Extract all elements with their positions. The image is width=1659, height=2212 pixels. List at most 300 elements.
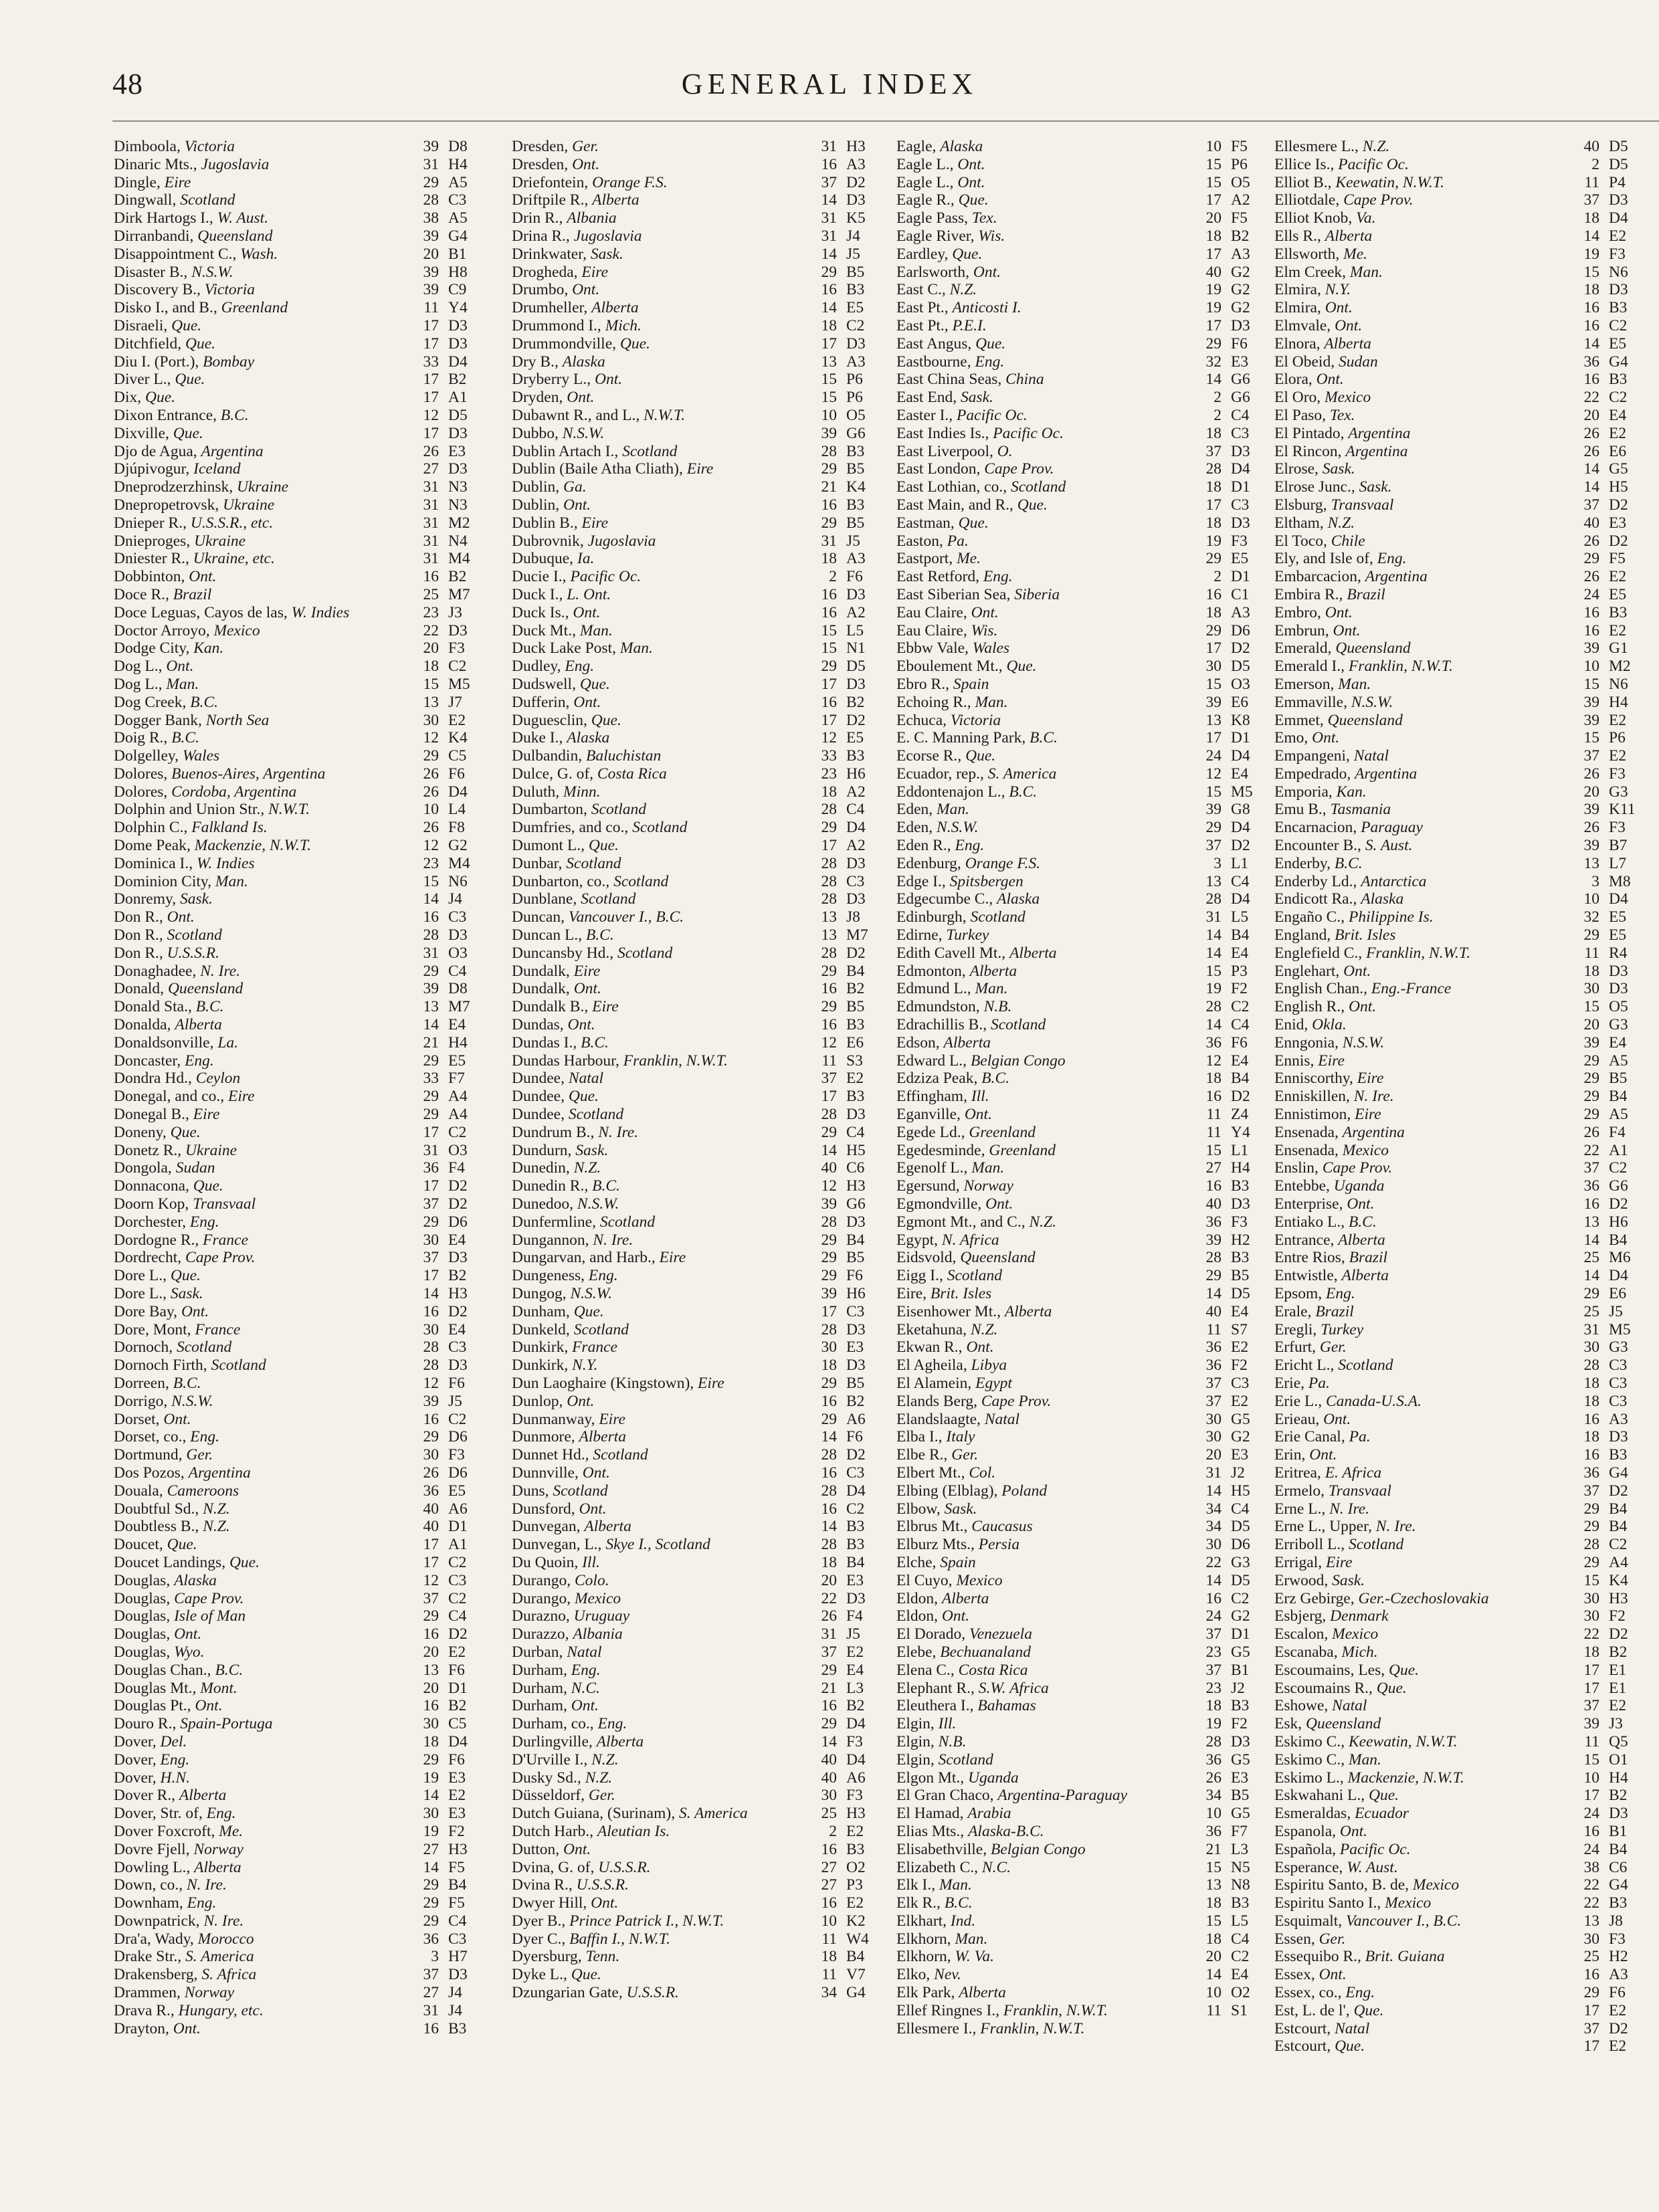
region-name: Que. (579, 675, 610, 693)
index-entry (114, 335, 488, 353)
place-name: Dniester R., (114, 550, 193, 568)
index-entry (896, 1464, 1271, 1482)
map-page: 13 (1583, 854, 1599, 872)
region-name: S. Africa (201, 1966, 257, 1984)
index-entry (896, 837, 1271, 855)
region-name: Canada-U.S.A. (1326, 1392, 1422, 1410)
grid-reference: S1 (1231, 2001, 1248, 2019)
map-page: 31 (423, 550, 439, 568)
index-entry (896, 1142, 1271, 1160)
region-name: Eire (1355, 1106, 1381, 1124)
grid-reference: B3 (846, 747, 865, 765)
index-entry (1274, 837, 1649, 855)
map-page: 2 (1591, 155, 1599, 173)
region-name: Del. (160, 1732, 187, 1750)
index-entry (1274, 676, 1649, 694)
index-entry (896, 1769, 1271, 1787)
entry-name (896, 353, 1192, 371)
grid-reference: F2 (448, 1822, 465, 1840)
place-name: Enid, (1274, 1016, 1312, 1034)
index-entry (512, 1411, 886, 1429)
grid-reference: C4 (1231, 1500, 1250, 1518)
region-name: Scotland (599, 1213, 656, 1231)
region-name: Chile (1331, 532, 1365, 550)
index-entry (896, 209, 1271, 227)
region-name: Tasmania (1330, 801, 1391, 819)
map-page: 17 (1205, 245, 1222, 263)
index-entry (114, 1482, 488, 1500)
entry-name (512, 443, 807, 461)
entry-name (512, 622, 807, 640)
entry-name (1274, 2037, 1570, 2055)
place-name: Dungeness, (512, 1267, 589, 1285)
grid-reference: B3 (846, 442, 865, 460)
map-page: 28 (821, 890, 837, 908)
place-name: Driftpile R., (512, 191, 593, 209)
place-name: Dongola, (114, 1159, 176, 1177)
map-page: 26 (1583, 765, 1599, 783)
place-name: Douglas, (114, 1571, 175, 1589)
index-entry (114, 1124, 488, 1142)
grid-reference: D3 (448, 926, 468, 944)
map-page: 39 (1583, 837, 1599, 855)
entry-name (512, 281, 807, 299)
index-entry (1274, 2037, 1649, 2055)
grid-reference: C2 (1609, 1536, 1628, 1554)
index-entry (512, 1948, 886, 1966)
map-page: 40 (1583, 138, 1599, 155)
region-name: Argentina (201, 442, 264, 460)
map-page: 28 (821, 854, 837, 872)
index-entry (512, 496, 886, 514)
index-entry (114, 1375, 488, 1393)
index-entry (512, 1393, 886, 1411)
place-name: Dorreen, (114, 1374, 173, 1392)
place-name: Dover, (114, 1769, 161, 1787)
place-name: Dog Creek, (114, 693, 191, 711)
region-name: Ont. (195, 1697, 223, 1715)
map-page: 17 (1205, 316, 1222, 334)
map-page: 25 (1583, 1948, 1599, 1966)
grid-reference: Z4 (1231, 1106, 1249, 1124)
grid-reference: M4 (448, 550, 470, 568)
grid-reference: E2 (448, 711, 466, 729)
entry-name (1274, 1966, 1570, 1984)
map-page: 18 (1205, 1070, 1222, 1088)
region-name: Ont. (1325, 299, 1353, 317)
entry-name (512, 747, 807, 765)
entry-name (896, 1428, 1192, 1446)
map-page: 13 (821, 908, 837, 926)
index-entry (896, 658, 1271, 676)
map-page: 31 (821, 209, 837, 227)
grid-reference: B3 (846, 1518, 865, 1536)
index-entry (896, 568, 1271, 586)
grid-reference: E5 (448, 1051, 466, 1070)
grid-reference: F3 (448, 639, 465, 658)
entry-name (896, 1912, 1192, 1930)
region-name: Sudan (1338, 353, 1378, 371)
place-name: East China Seas, (896, 371, 1006, 389)
entry-name (114, 1428, 409, 1446)
map-page: 25 (1583, 1249, 1599, 1267)
place-name: Durham, co., (512, 1715, 598, 1733)
map-page: 14 (821, 1518, 837, 1536)
grid-reference: D5 (846, 658, 866, 676)
map-page: 29 (423, 1051, 439, 1070)
region-name: Franklin, N.W.T. (980, 2019, 1085, 2037)
entry-name (512, 926, 807, 944)
index-entry (1274, 1518, 1649, 1536)
entry-name (512, 729, 807, 747)
grid-reference: E6 (846, 1033, 864, 1051)
map-page: 13 (821, 353, 837, 371)
grid-reference: E4 (1231, 1051, 1249, 1070)
map-page: 29 (1583, 926, 1599, 944)
map-page: 27 (423, 1840, 439, 1858)
map-page: 26 (423, 442, 439, 460)
grid-reference: H4 (448, 155, 468, 173)
place-name: Durlingville, (512, 1732, 597, 1750)
grid-reference: G8 (1231, 801, 1250, 819)
place-name: Dobbinton, (114, 568, 189, 586)
entry-name (1274, 335, 1570, 353)
entry-name (114, 1662, 409, 1680)
index-entry (896, 1715, 1271, 1733)
index-entry (896, 586, 1271, 604)
place-name: Donaghadee, (114, 962, 201, 980)
place-name: Enngonia, (1274, 1033, 1343, 1051)
index-entry (896, 1070, 1271, 1088)
grid-reference: D2 (1231, 837, 1250, 855)
map-page: 22 (821, 1589, 837, 1607)
region-name: Aleutian Is. (597, 1822, 670, 1840)
index-entry (896, 1554, 1271, 1572)
region-name: Transvaal (1328, 1482, 1391, 1500)
region-name: Queensland (167, 980, 243, 998)
place-name: Donaldsonville, (114, 1033, 218, 1051)
map-page: 15 (821, 621, 837, 639)
index-entry (512, 281, 886, 299)
index-entry (896, 1267, 1271, 1285)
entry-name (114, 819, 409, 837)
entry-name (1274, 1572, 1570, 1590)
map-page: 13 (423, 1661, 439, 1679)
map-page: 20 (423, 1643, 439, 1661)
region-name: Ont. (1339, 1822, 1368, 1840)
entry-name (896, 712, 1192, 730)
index-entry (512, 908, 886, 926)
entry-name (114, 963, 409, 981)
grid-reference: E2 (1609, 424, 1627, 442)
region-name: Que. (619, 334, 650, 353)
map-page: 15 (1205, 1858, 1222, 1876)
map-page: 36 (1205, 1033, 1222, 1051)
index-entry (1274, 1159, 1649, 1177)
map-page: 29 (423, 173, 439, 191)
entry-name (896, 1662, 1192, 1680)
region-name: Ger. (951, 1446, 979, 1464)
grid-reference: D3 (448, 334, 468, 353)
place-name: Dome Peak, (114, 837, 195, 855)
map-page: 31 (1205, 1464, 1222, 1482)
place-name: Dore, Mont, (114, 1320, 195, 1338)
map-page: 16 (423, 2019, 439, 2037)
map-page: 15 (821, 389, 837, 407)
region-name: Eng. (597, 1715, 627, 1733)
entry-name (896, 1464, 1192, 1482)
entry-name (114, 227, 409, 245)
grid-reference: K8 (1231, 711, 1250, 729)
place-name: Dufferin, (512, 693, 574, 711)
entry-name (1274, 1285, 1570, 1303)
region-name: Ger. (186, 1446, 213, 1464)
grid-reference: D2 (846, 1446, 866, 1464)
entry-name (114, 371, 409, 389)
region-name: Eire (581, 263, 609, 281)
region-name: Que. (185, 334, 216, 353)
region-name: Uruguay (573, 1607, 630, 1625)
region-name: L. Ont. (567, 585, 611, 603)
entry-name (114, 944, 409, 963)
index-entry (114, 1876, 488, 1894)
map-page: 28 (821, 801, 837, 819)
grid-reference: E4 (1609, 406, 1627, 424)
index-entry (114, 1338, 488, 1356)
entry-name (1274, 353, 1570, 371)
grid-reference: F6 (448, 1661, 465, 1679)
entry-name (896, 1016, 1192, 1034)
grid-reference: D6 (448, 1213, 468, 1231)
place-name: Dortmund, (114, 1446, 187, 1464)
index-entry (114, 1805, 488, 1823)
index-entry (896, 191, 1271, 209)
region-name: Morocco (197, 1930, 254, 1948)
place-name: East Lothian, co., (896, 478, 1011, 496)
entry-name (114, 729, 409, 747)
place-name: Duck Lake Post, (512, 639, 620, 658)
region-name: Scotland (176, 1338, 232, 1356)
map-page: 27 (423, 460, 439, 478)
index-entry (114, 1464, 488, 1482)
place-name: Epsom, (1274, 1285, 1327, 1302)
grid-reference: B2 (846, 1697, 865, 1715)
entry-name (1274, 1590, 1570, 1608)
grid-reference: B3 (1231, 1177, 1250, 1195)
grid-reference: H4 (1609, 693, 1628, 711)
grid-reference: J5 (846, 1625, 860, 1643)
grid-reference: A5 (1609, 1106, 1628, 1124)
region-name: Ont. (973, 263, 1001, 281)
entry-name (114, 1805, 409, 1823)
map-page: 10 (1205, 138, 1222, 155)
index-entry (1274, 2020, 1649, 2038)
entry-name (896, 1536, 1192, 1554)
index-entry (114, 908, 488, 926)
place-name: Dvina, G. of, (512, 1858, 599, 1876)
map-page: 17 (1205, 729, 1222, 747)
place-name: Ditchfield, (114, 334, 186, 353)
entry-name (512, 1948, 807, 1966)
grid-reference: M7 (448, 585, 470, 603)
index-entry (896, 1338, 1271, 1356)
place-name: Emporia, (1274, 783, 1337, 801)
grid-reference: D3 (448, 424, 468, 442)
grid-reference: F3 (448, 1446, 465, 1464)
region-name: B.C. (592, 1177, 620, 1195)
grid-reference: E3 (1609, 514, 1627, 532)
entry-name (512, 604, 807, 622)
index-entry (896, 676, 1271, 694)
map-page: 21 (423, 1033, 439, 1051)
map-page: 28 (1583, 1536, 1599, 1554)
grid-reference: F6 (448, 765, 465, 783)
index-entry (1274, 729, 1649, 747)
index-column-2 (512, 138, 886, 2002)
place-name: Eritrea, (1274, 1464, 1325, 1482)
entry-name (1274, 1052, 1570, 1070)
map-page: 26 (1583, 568, 1599, 586)
place-name: Elbrus Mt., (896, 1518, 972, 1536)
region-name: Ukraine, etc. (193, 550, 275, 568)
place-name: Drumheller, (512, 299, 592, 317)
place-name: D'Urville I., (512, 1750, 592, 1769)
grid-reference: H5 (1231, 1482, 1250, 1500)
region-name: Me. (957, 550, 981, 568)
place-name: Dubuque, (512, 550, 577, 568)
place-name: Englehart, (1274, 962, 1344, 980)
region-name: Ont. (567, 389, 595, 407)
entry-name (512, 694, 807, 712)
entry-name (1274, 1607, 1570, 1625)
index-entry (114, 855, 488, 873)
grid-reference: K4 (448, 729, 468, 747)
entry-name (512, 1697, 807, 1715)
place-name: Entrance, (1274, 1231, 1339, 1249)
map-page: 26 (423, 819, 439, 837)
entry-name (512, 174, 807, 192)
grid-reference: C3 (448, 1571, 467, 1589)
index-entry (114, 926, 488, 944)
place-name: Dresden, (512, 155, 573, 173)
entry-name (1274, 407, 1570, 425)
grid-reference: D6 (1231, 1536, 1250, 1554)
entry-name (114, 694, 409, 712)
region-name: Que. (591, 711, 621, 729)
region-name: S. America (185, 1948, 254, 1966)
region-name: Pacific Oc. (957, 406, 1028, 424)
index-entry (896, 783, 1271, 801)
index-entry (896, 532, 1271, 550)
map-page: 40 (821, 1769, 837, 1787)
index-entry (114, 604, 488, 622)
grid-reference: G2 (1231, 263, 1250, 281)
grid-reference: K5 (846, 209, 866, 227)
grid-reference: C4 (448, 1607, 467, 1625)
region-name: Que. (229, 1553, 260, 1571)
grid-reference: B3 (1231, 1894, 1250, 1912)
entry-name (512, 1446, 807, 1464)
index-entry (512, 747, 886, 765)
entry-name (512, 1177, 807, 1195)
region-name: N.Y. (572, 1356, 598, 1375)
grid-reference: B2 (846, 980, 865, 998)
region-name: Mich. (605, 316, 642, 334)
entry-name (1274, 174, 1570, 192)
map-page: 14 (821, 1141, 837, 1159)
map-page: 17 (423, 1536, 439, 1554)
entry-name (114, 1823, 409, 1841)
entry-name (896, 622, 1192, 640)
place-name: East Pt., (896, 316, 953, 334)
entry-name (512, 1536, 807, 1554)
index-entry (512, 1572, 886, 1590)
grid-reference: J8 (846, 908, 860, 926)
entry-name (114, 1231, 409, 1249)
place-name: Dry B., (512, 353, 563, 371)
grid-reference: L3 (1231, 1840, 1249, 1858)
map-page: 36 (1205, 1356, 1222, 1375)
place-name: Erie L., (1274, 1392, 1326, 1410)
place-name: Dinaric Mts., (114, 155, 201, 173)
place-name: Errigal, (1274, 1553, 1326, 1571)
map-page: 15 (1205, 675, 1222, 693)
map-page: 37 (423, 1966, 439, 1984)
region-name: B.C. (215, 1661, 243, 1679)
grid-reference: C2 (448, 1410, 467, 1428)
map-page: 16 (1583, 371, 1599, 389)
map-page: 17 (423, 1267, 439, 1285)
map-page: 37 (1205, 1625, 1222, 1643)
grid-reference: H7 (448, 1948, 468, 1966)
index-entry (512, 1662, 886, 1680)
entry-name (896, 1930, 1192, 1948)
grid-reference: B3 (1231, 1249, 1250, 1267)
region-name: Falkland Is. (191, 819, 268, 837)
grid-reference: P6 (1609, 729, 1626, 747)
map-page: 30 (423, 1715, 439, 1733)
index-entry (1274, 1321, 1649, 1339)
region-name: B.C. (173, 1374, 201, 1392)
place-name: Douglas Chan., (114, 1661, 215, 1679)
place-name: Dore L., (114, 1267, 171, 1285)
place-name: Dixon Entrance, (114, 406, 221, 424)
index-entry (1274, 1769, 1649, 1787)
region-name: Ger.-Czechoslovakia (1358, 1589, 1489, 1607)
place-name: Eboulement Mt., (896, 658, 1007, 676)
index-entry (1274, 1787, 1649, 1805)
region-name: N. Ire. (200, 962, 241, 980)
place-name: Drakensberg, (114, 1966, 202, 1984)
place-name: Eagle R., (896, 191, 959, 209)
place-name: Dublin (Baile Atha Cliath), (512, 460, 687, 478)
index-entry (1274, 801, 1649, 819)
region-name: Que. (170, 1123, 201, 1141)
place-name: Dordogne R., (114, 1231, 203, 1249)
entry-name (114, 1554, 409, 1572)
place-name: Dutch Harb., (512, 1822, 597, 1840)
grid-reference: E3 (846, 1338, 864, 1356)
place-name: Encarnacion, (1274, 819, 1361, 837)
map-page: 18 (423, 658, 439, 676)
place-name: Downpatrick, (114, 1912, 204, 1930)
index-entry (512, 1500, 886, 1518)
entry-name (896, 837, 1192, 855)
place-name: Disappointment C., (114, 245, 241, 263)
map-page: 29 (1583, 550, 1599, 568)
region-name: U.S.S.R. (598, 1858, 651, 1876)
map-page: 29 (423, 747, 439, 765)
